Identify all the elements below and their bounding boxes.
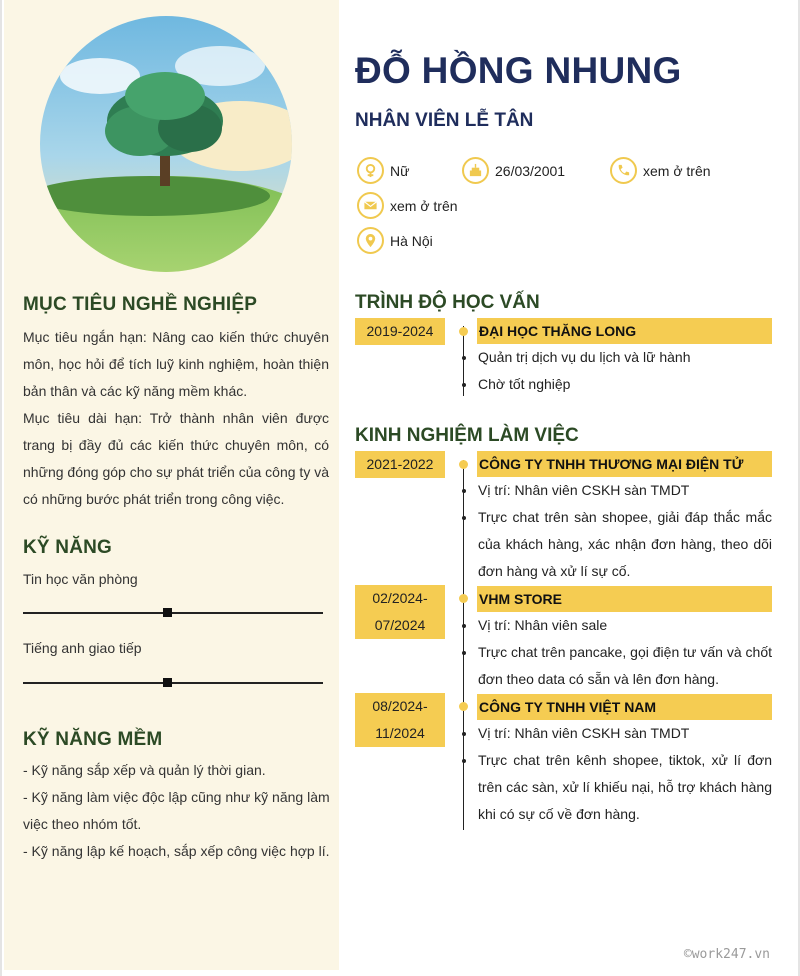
bullet-dot (462, 516, 466, 520)
bullet-dot (462, 383, 466, 387)
skills-heading: KỸ NĂNG (23, 537, 113, 558)
phone-info (610, 157, 711, 184)
gender-icon (357, 157, 384, 184)
email-icon (357, 192, 384, 219)
avatar (40, 16, 292, 272)
birthday-info (462, 157, 565, 184)
timeline-dot (459, 594, 468, 603)
bullet-dot (462, 489, 466, 493)
location-icon (357, 227, 384, 254)
timeline-dot (459, 327, 468, 336)
skill-bar (23, 612, 323, 614)
timeline-dot (459, 702, 468, 711)
job-description: Trực chat trên kênh shopee, tiktok, xử lí đơn trên các sàn, xử lí khiếu nại, hỗ trợ khách hàng khi có sự cố về đơn hàng. (478, 752, 772, 822)
soft-skills-heading: KỸ NĂNG MỀM (23, 729, 163, 750)
watermark: ©work247.vn (683, 947, 770, 962)
gender-value: Nữ (390, 162, 410, 179)
job-company: VHM STORE (477, 586, 772, 612)
experience-heading: KINH NGHIỆM LÀM VIỆC (355, 425, 579, 446)
job-company: CÔNG TY TNHH THƯƠNG MẠI ĐIỆN TỬ (477, 451, 772, 477)
skill-knob (163, 678, 172, 687)
job-description: Trực chat trên sàn shopee, giải đáp thắc mắc của khách hàng, xác nhận đơn hàng, theo dõi đơn hàng và xử lí sự cố. (478, 509, 772, 579)
education-heading: TRÌNH ĐỘ HỌC VẤN (355, 292, 540, 313)
education-major: Quản trị dịch vụ du lịch và lữ hành (478, 349, 691, 365)
education-school: ĐẠI HỌC THĂNG LONG (477, 318, 772, 344)
objective-heading: MỤC TIÊU NGHỀ NGHIỆP (23, 294, 258, 315)
job-description: Trực chat trên pancake, gọi điện tư vấn và chốt đơn theo data có sẵn và lên đơn hàng. (478, 644, 772, 687)
email-info (357, 192, 458, 219)
skill-bar (23, 682, 323, 684)
soft-skill-item: - Kỹ năng lập kế hoạch, sắp xếp công việc hợp lí. (23, 843, 330, 859)
address-info (357, 227, 433, 254)
candidate-role: NHÂN VIÊN LỄ TÂN (355, 110, 534, 131)
skill-label: Tin học văn phòng (23, 571, 138, 587)
job-company: CÔNG TY TNHH VIỆT NAM (477, 694, 772, 720)
bullet-dot (462, 624, 466, 628)
birthday-value: 26/03/2001 (495, 162, 566, 179)
bullet-dot (462, 759, 466, 763)
education-date: 2019-2024 (355, 318, 445, 345)
phone-icon (610, 157, 637, 184)
address-value: Hà Nội (390, 232, 433, 249)
skill-label: Tiếng anh giao tiếp (23, 640, 142, 656)
job-position: Vị trí: Nhân viên CSKH sàn TMDT (478, 725, 690, 741)
candidate-name: ĐỖ HỒNG NHUNG (355, 50, 682, 91)
email-value: xem ở trên (390, 197, 458, 214)
education-status: Chờ tốt nghiệp (478, 376, 571, 392)
soft-skill-item: - Kỹ năng sắp xếp và quản lý thời gian. (23, 762, 266, 778)
birthday-icon (462, 157, 489, 184)
job-date: 2021-2022 (355, 451, 445, 478)
bullet-dot (462, 651, 466, 655)
objective-long-term: Mục tiêu dài hạn: Trở thành nhân viên được trang bị đầy đủ các kiến thức chuyên môn, có những đóng góp cho sự phát triển của công ty và có những bước phát triển trong công việc. (23, 410, 329, 507)
job-position: Vị trí: Nhân viên sale (478, 617, 608, 633)
timeline-dot (459, 460, 468, 469)
job-date: 02/2024-07/2024 (355, 585, 445, 639)
phone-value: xem ở trên (643, 162, 711, 179)
bullet-dot (462, 356, 466, 360)
bullet-dot (462, 732, 466, 736)
job-date: 08/2024-11/2024 (355, 693, 445, 747)
gender-info (357, 157, 409, 184)
job-position: Vị trí: Nhân viên CSKH sàn TMDT (478, 482, 690, 498)
soft-skill-item: - Kỹ năng làm việc độc lập cũng như kỹ năng làm việc theo nhóm tốt. (23, 789, 330, 832)
objective-short-term: Mục tiêu ngắn hạn: Nâng cao kiến thức chuyên môn, học hỏi để tích luỹ kinh nghiệm, hoàn thiện bản thân và các kỹ năng mềm khác. (23, 329, 329, 399)
skill-knob (163, 608, 172, 617)
